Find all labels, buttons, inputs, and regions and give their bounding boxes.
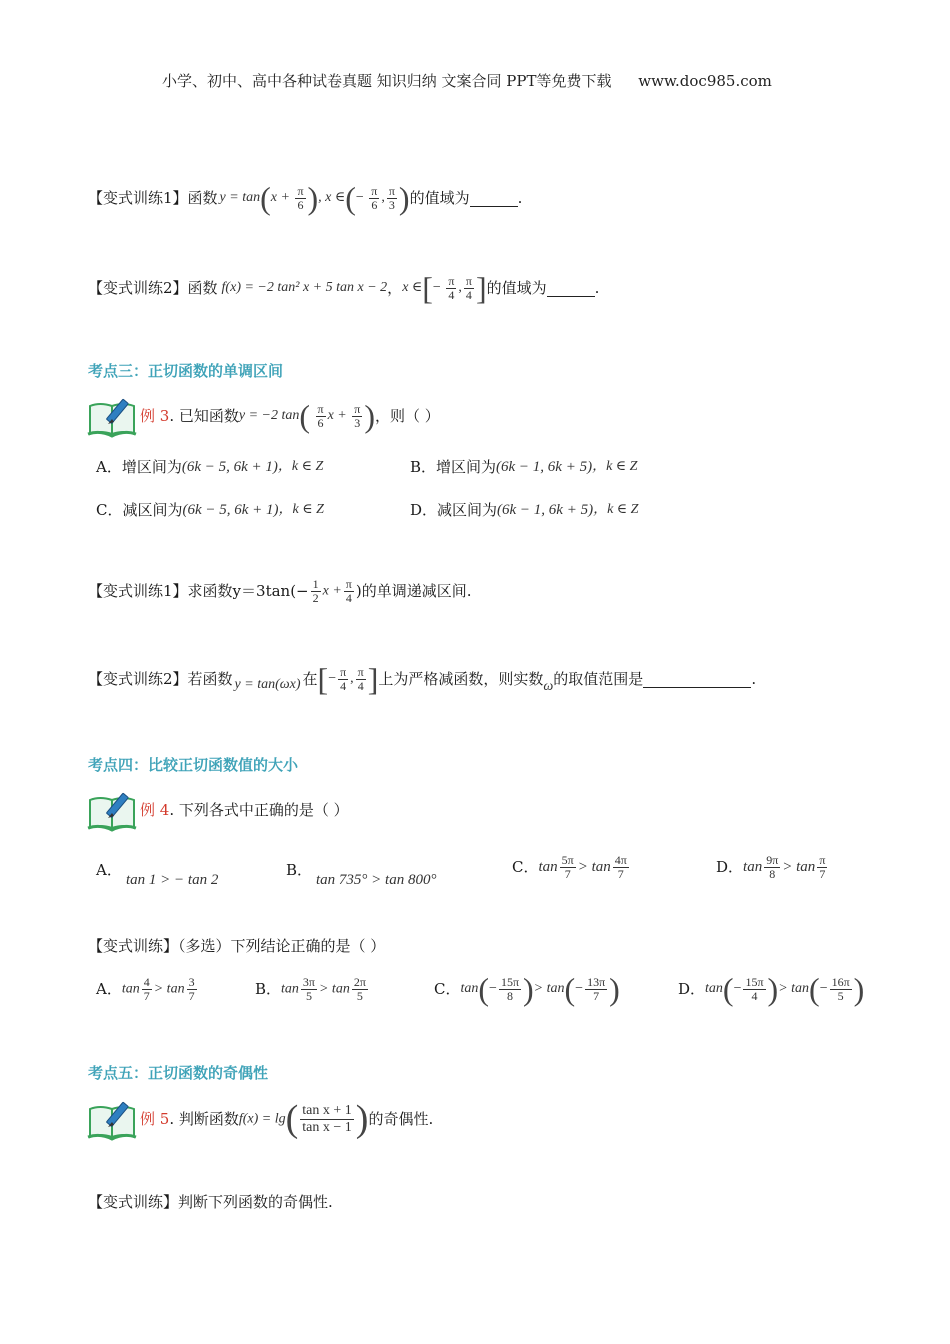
option-c[interactable]: C． tan $\frac{5\pi}{7}$ > tan $\frac{4\pi}{7}$ <box>512 852 627 881</box>
variant-training-multi: 【变式训练】（多选）下列结论正确的是（ ） <box>88 937 386 955</box>
example-label: 例 3 <box>140 407 170 425</box>
option-a[interactable]: A． tan 1 > − tan 2 <box>96 861 219 888</box>
option-d[interactable]: D． tan $\frac{9\pi}{8}$ > tan $\frac{\pi}{7}$ <box>716 852 826 881</box>
option-b[interactable]: B． tan 735° > tan 800° <box>286 861 437 888</box>
header-banner <box>162 70 772 91</box>
option-c[interactable]: C．减区间为 (6k − 5, 6k + 1) ，k ∈ Z <box>96 501 324 519</box>
section-title-4: 考点四：比较正切函数值的大小 <box>88 756 299 774</box>
variant-training-1b: 【变式训练2】函数 f(x) = −2 tan² x + 5 tan x − 2 ， x ∈[− $\frac{\pi}{4}$ , $\frac{\pi}{4}$ ] 的值域为 . <box>88 270 600 306</box>
example-4: 例 4 . 下列各式中正确的是（ ） <box>86 786 349 834</box>
answer-blank[interactable] <box>470 190 518 207</box>
option-a[interactable]: A．增区间为 (6k − 5, 6k + 1) ，k ∈ Z <box>96 458 324 476</box>
answer-blank[interactable] <box>643 671 751 688</box>
function-expression: f(x) = −2 tan² x + 5 tan x − 2 <box>221 280 388 295</box>
domain-expression: x ∈[− $\frac{\pi}{4}$ , $\frac{\pi}{4}$ ] <box>402 270 487 306</box>
section-title-5: 考点五：正切函数的奇偶性 <box>88 1064 269 1082</box>
function-expression: y = tan(x + $\frac{\pi}{6}$ ), x ∈(− $\frac{\pi}{6}$ , $\frac{\pi}{3}$ ) <box>219 180 410 216</box>
section-title-3: 考点三：正切函数的单调区间 <box>88 362 284 380</box>
variant-label: 【变式训练2】函数 <box>88 279 218 297</box>
option-b[interactable]: B．增区间为 (6k − 1, 6k + 5) ，k ∈ Z <box>410 458 638 476</box>
example-3: 例 3 . 已知函数 y = −2 tan( $\frac{\pi}{6}$ x + $\frac{\pi}{3}$ ) ，则（ ） <box>86 392 440 440</box>
variant-training-2b: 【变式训练2】若函数 y = tan(ωx) 在 [− $\frac{\pi}{4}$ , $\frac{\pi}{4}$ ] 上为严格减函数，则实数 ω 的取值范围是 . <box>88 661 757 697</box>
variant-training-2a: 【变式训练1】求函数 y＝3tan(− $\frac{1}{2}$ x + $\frac{\pi}{4}$ )的单调递减区间. <box>88 576 472 605</box>
variant-training-parity: 【变式训练】判断下列函数的奇偶性. <box>88 1193 333 1211</box>
example-5: 例 5 . 判断函数 f(x) = lg( $\frac{\text{tan x + 1}}{\text{tan x − 1}}$ ) 的奇偶性. <box>86 1094 433 1144</box>
variant-training-1a: 【变式训练1】函数 y = tan(x + $\frac{\pi}{6}$ ), x ∈(− $\frac{\pi}{6}$ , $\frac{\pi}{3}$ ) 的值域为 . <box>88 180 523 216</box>
option-b[interactable]: B． tan $\frac{3\pi}{5}$ > tan $\frac{2\pi}{5}$ <box>255 974 366 1003</box>
option-c[interactable]: C． tan(− $\frac{15\pi}{8}$ )> tan(− $\frac{13\pi}{7}$ ) <box>434 971 620 1007</box>
header-text: 小学、初中、高中各种试卷真题 知识归纳 文案合同 PPT等免费下载 <box>162 72 612 90</box>
variant-label: 【变式训练1】函数 <box>88 189 218 207</box>
book-pencil-icon <box>86 394 138 438</box>
book-pencil-icon <box>86 1097 138 1141</box>
answer-blank[interactable] <box>547 280 595 297</box>
header-url[interactable]: www.doc985.com <box>638 72 772 90</box>
option-a[interactable]: A． tan $\frac{4}{7}$ > tan $\frac{3}{7}$ <box>96 974 195 1003</box>
book-pencil-icon <box>86 788 138 832</box>
function-expression: y = −2 tan( $\frac{\pi}{6}$ x + $\frac{\pi}{3}$ ) <box>238 398 375 434</box>
option-d[interactable]: D． tan(− $\frac{15\pi}{4}$ )> tan(− $\frac{16\pi}{5}$ ) <box>678 971 865 1007</box>
option-d[interactable]: D．减区间为 (6k − 1, 6k + 5) ，k ∈ Z <box>410 501 639 519</box>
